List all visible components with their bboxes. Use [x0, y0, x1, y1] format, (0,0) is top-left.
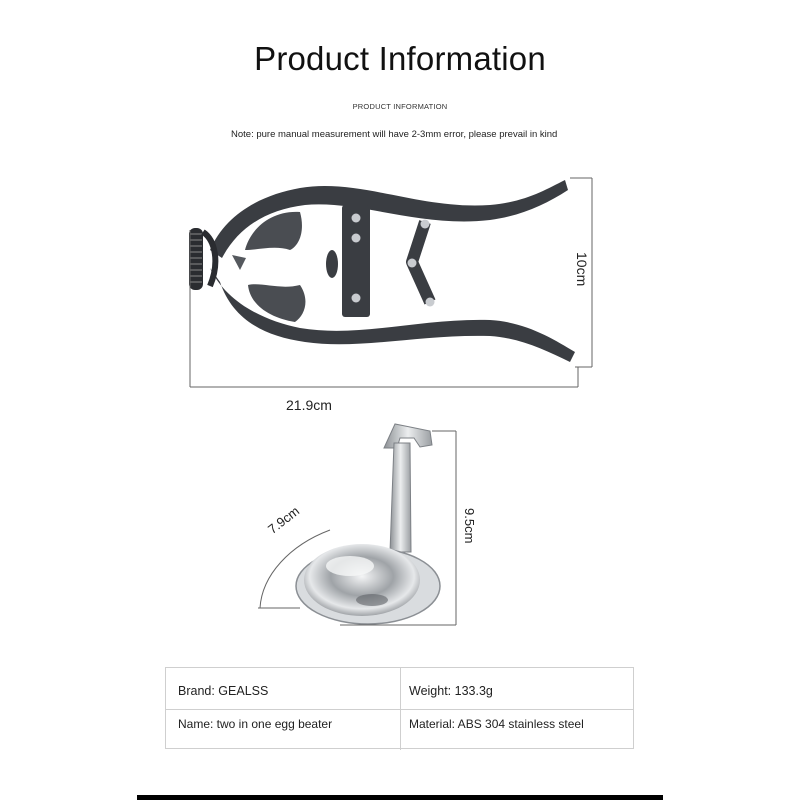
specs-table [165, 667, 634, 749]
spec-weight: Weight: 133.3g [409, 684, 493, 698]
cup-bowl [304, 544, 420, 616]
cup-handle [390, 443, 411, 552]
cup-diameter-label: 7.9cm [265, 503, 303, 537]
spring-coil [189, 228, 203, 290]
width-dimension-label: 21.9cm [286, 397, 332, 413]
page-subtitle: PRODUCT INFORMATION [352, 102, 448, 111]
page-title: Product Information [254, 40, 546, 77]
cracking-blade [232, 255, 246, 270]
knob [326, 250, 338, 278]
cup-height-label: 9.5cm [462, 508, 477, 544]
spec-name: Name: two in one egg beater [178, 717, 333, 731]
bottom-divider [137, 795, 663, 800]
table-divider [166, 709, 633, 710]
spec-material: Material: ABS 304 stainless steel [409, 717, 584, 731]
lower-handle [210, 268, 575, 362]
measurement-note: Note: pure manual measurement will have 2-3mm error, please prevail in kind [231, 129, 558, 140]
egg-cracker-tool [189, 180, 575, 362]
height-dimension-label: 10cm [574, 252, 590, 287]
yolk-separator-cup [296, 424, 440, 624]
spec-brand: Brand: GEALSS [178, 684, 269, 698]
